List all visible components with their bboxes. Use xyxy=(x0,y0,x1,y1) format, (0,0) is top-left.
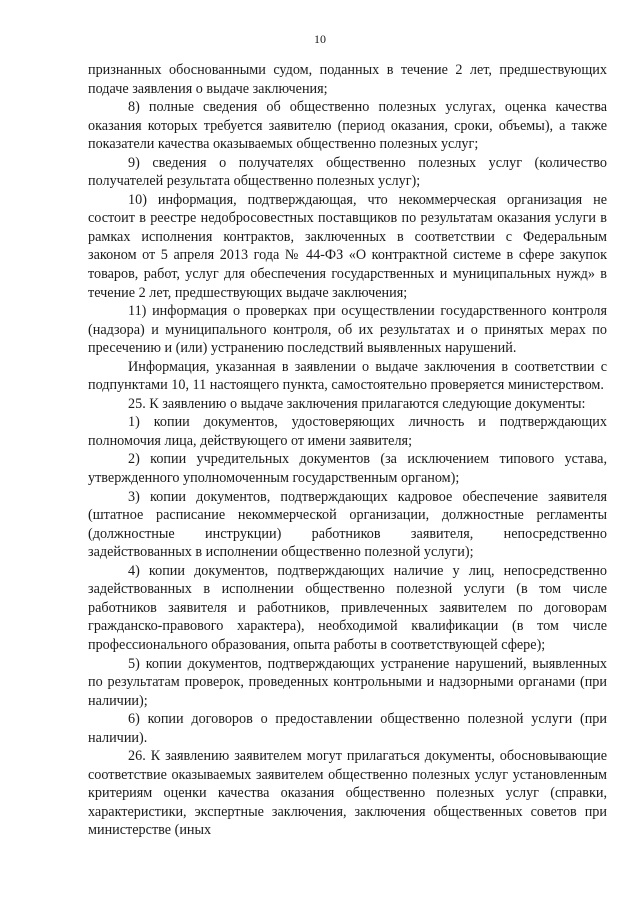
paragraph: 25. К заявлению о выдаче заключения прилагаются следующие документы: xyxy=(128,395,586,412)
paragraph: 26. К заявлению заявителем могут прилагаться документы, обосновывающие соответствие оказываемых заявителем общественно полезных услуг установленным критериям оценки качества оказания общественно полезных услуг (справки, характеристики, экспертные заключения, заключения общественных советов при министерстве (иных xyxy=(88,748,607,839)
paragraph: 5) копии документов, подтверждающих устранение нарушений, выявленных по результатам проверок, проведенных контрольными и надзорными органами (при наличии); xyxy=(88,655,607,709)
paragraph: 10) информация, подтверждающая, что некоммерческая организация не состоит в реестре недобросовестных поставщиков по результатам оказания услуги в рамках исполнения контрактов, заключенных в соответствии с Федеральным законом от 5 апреля 2013 года № 44-ФЗ «О контрактной системе в сфере закупок товаров, работ, услуг для обеспечения государственных и муниципальных нужд» в течение 2 лет, предшествующих выдаче заключения; xyxy=(88,191,607,301)
paragraph: признанных обоснованными судом, поданных в течение 2 лет, предшествующих подаче заявления о выдаче заключения; xyxy=(88,62,607,97)
paragraph: 9) сведения о получателях общественно полезных услуг (количество получателей результата общественно полезных услуг); xyxy=(88,154,607,190)
paragraph: Информация, указанная в заявлении о выдаче заключения в соответствии с подпунктами 10, 11 настоящего пункта, самостоятельно проверяется министерством. xyxy=(88,358,607,394)
paragraph: 4) копии документов, подтверждающих наличие у лиц, непосредственно задействованных в исполнении общественно полезной услуги (в том числе работников заявителя и работников, привлеченных заявителем по договорам гражданско-правового характера), необходимой квалификации (в том числе профессионального образования, опыта работы в соответствующей сфере); xyxy=(88,562,607,653)
paragraph: 8) полные сведения об общественно полезных услугах, оценка качества оказания которых требуется заявителю (период оказания, сроки, объемы), а также показатели качества оказываемых общественно полезных услуг; xyxy=(88,99,607,153)
paragraph: 1) копии документов, удостоверяющих личность и подтверждающих полномочия лица, действующего от имени заявителя; xyxy=(88,414,607,449)
paragraph: 11) информация о проверках при осуществлении государственного контроля (надзора) и муниципального контроля, об их результатах и о принятых мерах по пресечению и (или) устранению последствий выявленных нарушений. xyxy=(88,303,607,357)
paragraph: 3) копии документов, подтверждающих кадровое обеспечение заявителя (штатное расписание некоммерческой организации, должностные регламенты (должностные инструкции) работников заявителя, непосредственно задействованных в исполнении общественно полезной услуги); xyxy=(88,488,607,561)
page-number: 10 xyxy=(314,32,326,46)
document-body xyxy=(88,61,607,840)
paragraph: 6) копии договоров о предоставлении общественно полезной услуги (при наличии). xyxy=(88,711,607,746)
paragraph: 2) копии учредительных документов (за исключением типового устава, утвержденного уполномоченным государственным органом); xyxy=(88,451,607,487)
